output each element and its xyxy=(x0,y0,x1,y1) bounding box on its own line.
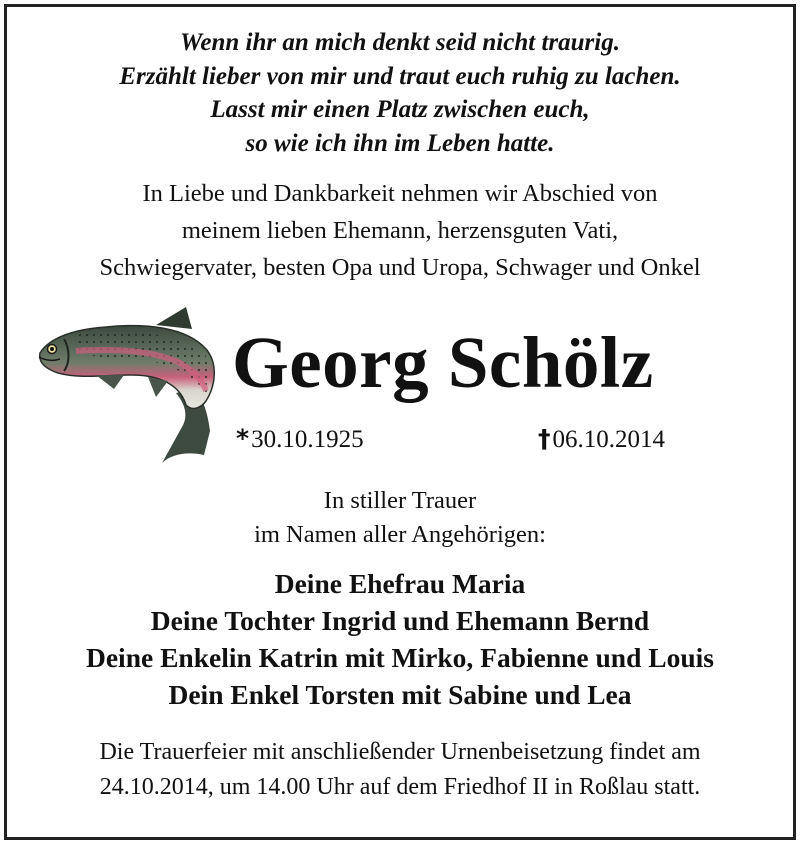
mourning-line: im Namen aller Angehörigen: xyxy=(254,521,546,548)
death-date xyxy=(538,424,665,455)
trout-icon xyxy=(36,305,222,467)
mourning-text xyxy=(0,484,800,552)
family-list xyxy=(0,565,800,713)
poem-block xyxy=(0,26,800,160)
family-member: Deine Enkelin Katrin mit Mirko, Fabienne und Louis xyxy=(85,642,714,673)
intro-text xyxy=(0,175,800,286)
intro-line: Schwiegervater, besten Opa und Uropa, Schwager und Onkel xyxy=(99,254,701,281)
birth-date-value: 30.10.1925 xyxy=(251,426,364,453)
poem-line: Lasst mir einen Platz zwischen euch, xyxy=(210,96,590,123)
funeral-line: Die Trauerfeier mit anschließender Urnenbeisetzung findet am xyxy=(99,739,701,765)
family-member: Deine Ehefrau Maria xyxy=(274,568,526,599)
poem-line: Erzählt lieber von mir und traut euch ruhig zu lachen. xyxy=(119,62,681,90)
cross-icon: † xyxy=(538,424,551,453)
death-date-value: 06.10.2014 xyxy=(552,426,665,453)
poem-line: Wenn ihr an mich denkt seid nicht traurig. xyxy=(180,29,620,56)
asterisk-icon: * xyxy=(236,424,250,453)
family-member: Dein Enkel Torsten mit Sabine und Lea xyxy=(168,679,632,710)
funeral-line: 24.10.2014, um 14.00 Uhr auf dem Friedhof II in Roßlau statt. xyxy=(99,774,701,800)
intro-line: meinem lieben Ehemann, herzensguten Vati, xyxy=(181,217,619,244)
birth-date xyxy=(236,424,364,455)
deceased-name: Georg Schölz xyxy=(232,322,654,403)
poem-line: so wie ich ihn im Leben hatte. xyxy=(245,129,555,157)
intro-line: In Liebe und Dankbarkeit nehmen wir Abschied von xyxy=(142,180,658,207)
mourning-line: In stiller Trauer xyxy=(323,487,477,514)
funeral-info xyxy=(0,735,800,805)
family-member: Deine Tochter Ingrid und Ehemann Bernd xyxy=(150,605,650,636)
